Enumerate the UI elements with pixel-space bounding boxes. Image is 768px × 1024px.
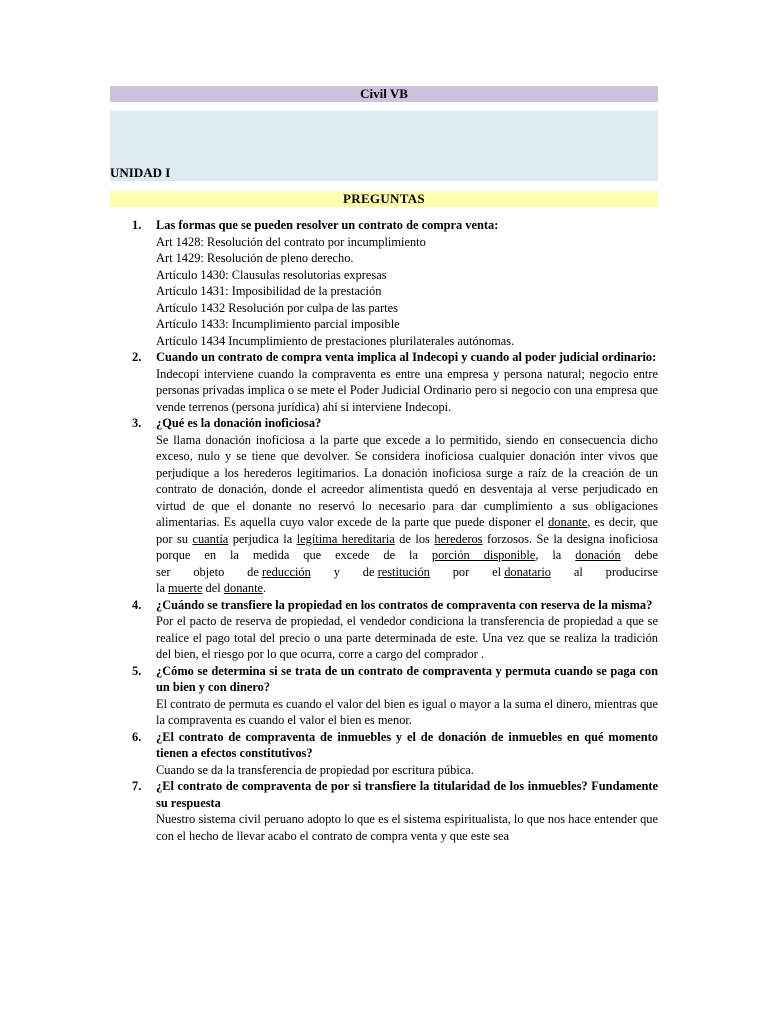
question-item (110, 729, 658, 779)
question-item (110, 217, 658, 349)
question-text: ¿Qué es la donación inoficiosa? (156, 416, 322, 430)
course-title: Civil VB (110, 86, 658, 102)
answer-text: Indecopi interviene cuando la compraventa es entre una empresa y persona natural; negocio entre personas privadas implica o se mete el Poder Judicial Ordinario pero si negocio con una empresa que vende terrenos (persona jurídica) ahí si interviene Indecopi. (156, 366, 658, 414)
questions-list (110, 217, 658, 844)
link-legitima-hereditaria[interactable]: legítima hereditaria (296, 531, 395, 546)
question-number: 2. (132, 350, 142, 364)
answer-text: Cuando se da la transferencia de propiedad por escritura púbica. (156, 762, 474, 777)
answer-text: Nuestro sistema civil peruano adopto lo que es el sistema espiritualista, lo que nos hace entender que con el hecho de llevar acabo el contrato de compra venta y que este sea (156, 812, 658, 843)
header-box (110, 111, 658, 181)
question-text: Las formas que se pueden resolver un contrato de compra venta: (156, 218, 499, 232)
answer-line: Artículo 1432 Resolución por culpa de las partes (156, 300, 398, 315)
answer-line: Art 1428: Resolución del contrato por incumplimiento (156, 234, 426, 249)
answer-line: Artículo 1431: Imposibilidad de la prestación (156, 284, 382, 298)
link-reduccion[interactable]: reducción (261, 564, 311, 579)
question-number: 5. (132, 663, 142, 678)
question-item (110, 663, 658, 729)
question-text: ¿Cómo se determina si se trata de un contrato de compraventa y permuta cuando se paga con un bien y con dinero? (156, 663, 658, 694)
answer-text: Por el pacto de reserva de propiedad, el vendedor condiciona la transferencia de propiedad a que se realice el pago total del precio o una parte determinada de este. Una vez que se realiza la tradición del bien, el riesgo por lo que ocurra, corre a cargo del comprador . (156, 614, 658, 661)
link-restitucion[interactable]: restitución (377, 564, 430, 579)
answer-text (156, 234, 658, 350)
question-item (110, 349, 658, 415)
answer-line: Artículo 1430: Clausulas resolutorias expresas (156, 267, 387, 282)
question-item (110, 778, 658, 844)
answer-line: Art 1429: Resolución de pleno derecho. (156, 251, 354, 265)
question-text: ¿Cuándo se transfiere la propiedad en los contratos de compraventa con reserva de la misma? (156, 597, 653, 612)
question-text: ¿El contrato de compraventa de inmuebles y el de donación de inmuebles en qué momento tienen a efectos constitutivos? (156, 729, 658, 760)
link-muerte[interactable]: muerte (168, 581, 203, 595)
question-number: 1. (132, 218, 142, 232)
answer-text: Se llama donación inoficiosa a la parte que excede a lo permitido, siendo en consecuencia dicho exceso, nulo y se tiene que devolver. Se considera inoficiosa cualquier donación inter vivos que perjudique a los herederos legitimarios. La donación inoficiosa surge a raíz de la creación de un contrato de donación, donde el acreedor alimentista quedó en desventaja al verse perjudicado en virtud de que el donante no reservó lo necesario para dar cumplimiento a sus obligaciones alimentarias. Es aquella cuyo valor excede de la parte que puede disponer el donante, es decir, que por su cuantía perjudica la legítima hereditaria de los herederos forzosos. Se la designa inoficiosa porque en la medida que excede de la porción disponible, la donación debe ser objeto de reducción y de restitución por el donatario al producirse la muerte del donante. (156, 432, 658, 595)
question-number: 4. (132, 597, 142, 612)
section-heading: PREGUNTAS (110, 191, 658, 207)
question-text: Cuando un contrato de compra venta implica al Indecopi y cuando al poder judicial ordinario: (156, 350, 657, 364)
link-cuantia[interactable]: cuantía (192, 531, 229, 546)
link-donatario[interactable]: donatario (504, 564, 551, 579)
link-donacion[interactable]: donación (575, 548, 621, 562)
answer-line: Artículo 1433: Incumplimiento parcial imposible (156, 317, 400, 331)
link-donante[interactable]: donante (548, 515, 588, 529)
question-item (110, 415, 658, 597)
question-item (110, 597, 658, 663)
question-text: ¿El contrato de compraventa de por si transfiere la titularidad de los inmuebles? Fundamente su respuesta (156, 779, 658, 810)
link-herederos[interactable]: herederos (434, 531, 483, 546)
link-porcion-disponible[interactable]: porción disponible (431, 548, 536, 562)
answer-line: ser objeto de reducción y de restitución por el donatario al producirse (156, 564, 658, 579)
unit-heading: UNIDAD I (110, 165, 171, 180)
question-number: 6. (132, 729, 142, 744)
answer-line: Artículo 1434 Incumplimiento de prestaciones plurilaterales autónomas. (156, 333, 515, 348)
answer-text: El contrato de permuta es cuando el valor del bien es igual o mayor a la suma el dinero, mientras que la compraventa es cuando el valor el bien es menor. (156, 696, 658, 727)
link-donante-2[interactable]: donante (223, 581, 264, 595)
question-number: 3. (132, 416, 142, 430)
question-number: 7. (132, 779, 142, 793)
